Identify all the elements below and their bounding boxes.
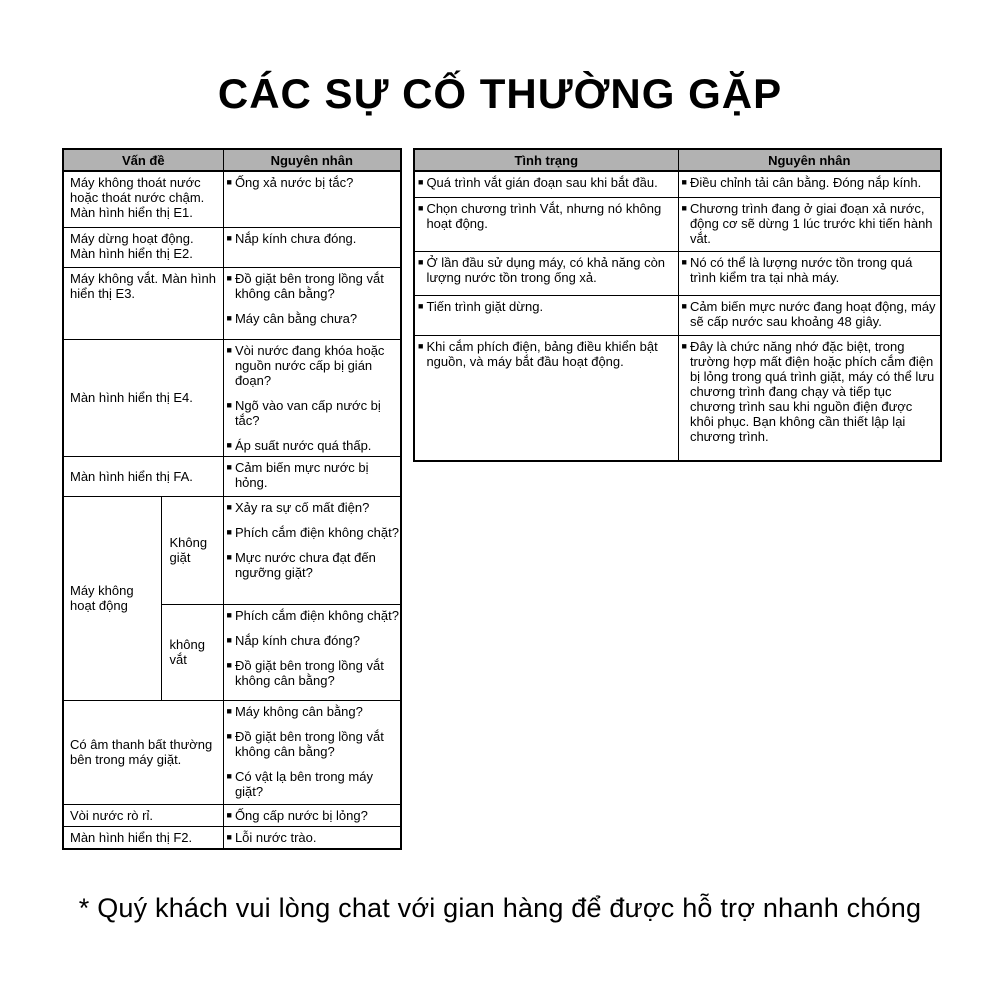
bullet-square-icon: ■: [418, 300, 424, 311]
bullet-square-icon: ■: [226, 177, 232, 187]
cause-text: Áp suất nước quá thấp.: [234, 437, 372, 453]
problem-cell: Máy không hoạt động: [63, 496, 161, 700]
cause-text: Nắp kính chưa đóng.: [234, 230, 357, 246]
cause-text: Chương trình đang ở giai đoạn xả nước, động cơ sẽ dừng 1 lúc trước khi tiến hành vắt.: [689, 200, 933, 246]
cause-item: [418, 175, 677, 190]
cause-text: Điều chỉnh tải cân bằng. Đóng nắp kính.: [689, 175, 922, 190]
table-row: [414, 295, 941, 335]
table-row: [414, 171, 941, 197]
table-header-row: [63, 149, 401, 171]
cause-text: Quá trình vắt gián đoạn sau khi bắt đầu.: [426, 175, 658, 190]
cause-text: Khi cắm phích điện, bảng điều khiển bật nguồn, và máy bắt đầu hoạt động.: [426, 338, 658, 369]
bullet-square-icon: ■: [226, 809, 232, 820]
table-row: [414, 197, 941, 251]
table-row: [414, 251, 941, 295]
cause-item: [227, 633, 400, 648]
cause-item: [682, 299, 940, 329]
cause-text: Mực nước chưa đạt đến ngưỡng giặt?: [234, 549, 376, 580]
cause-item: [227, 704, 400, 719]
bullet-square-icon: ■: [226, 312, 232, 323]
cause-cell: [223, 700, 401, 804]
table-row: [63, 496, 401, 604]
footer-note: * Quý khách vui lòng chat với gian hàng để được hỗ trợ nhanh chóng: [78, 893, 922, 923]
bullet-square-icon: ■: [681, 256, 687, 267]
cause-text: Ngõ vào van cấp nước bị tắc?: [234, 397, 381, 428]
cause-text: Cảm biến mực nước bị hỏng.: [234, 459, 369, 490]
cause-text: Xảy ra sự cố mất điện?: [234, 499, 370, 515]
table-row: [414, 335, 941, 461]
cause-cell: [414, 295, 678, 335]
bullet-square-icon: ■: [226, 526, 232, 537]
bullet-square-icon: ■: [226, 730, 232, 741]
bullet-square-icon: ■: [418, 177, 424, 187]
table-row: [63, 339, 401, 456]
bullet-square-icon: ■: [418, 340, 424, 351]
cause-cell: [223, 171, 401, 227]
cause-cell: [223, 826, 401, 849]
table-row: [63, 456, 401, 496]
table-row: [63, 227, 401, 267]
cause-item: [227, 525, 400, 540]
cause-text: Chọn chương trình Vắt, nhưng nó không hoạt động.: [426, 200, 662, 231]
bullet-square-icon: ■: [226, 659, 232, 670]
cause-item: [418, 299, 677, 314]
cause-item: [418, 201, 677, 231]
cause-text: Phích cắm điện không chặt?: [234, 524, 399, 540]
subcondition-cell: Không giặt: [161, 496, 223, 604]
cause-text: Phích cắm điện không chặt?: [234, 607, 399, 623]
problem-cell: Máy không thoát nước hoặc thoát nước chậm. Màn hình hiển thị E1.: [63, 171, 223, 227]
bullet-square-icon: ■: [226, 634, 232, 645]
bullet-square-icon: ■: [226, 501, 232, 512]
issues-table-right: [413, 148, 942, 462]
cause-cell: [414, 335, 678, 461]
cause-cell: [223, 604, 401, 700]
cause-item: [227, 608, 400, 623]
subcondition-cell: không vắt: [161, 604, 223, 700]
problem-cell: Màn hình hiển thị E4.: [63, 339, 223, 456]
cause-text: Ống cấp nước bị lỏng?: [234, 807, 368, 823]
cause-item: [227, 500, 400, 515]
cause-item: [227, 438, 400, 453]
cause-item: [227, 231, 400, 246]
cause-cell: [223, 496, 401, 604]
cause-text: Đồ giặt bên trong lồng vắt không cân bằng?: [234, 728, 384, 759]
cause-text: Đây là chức năng nhớ đặc biệt, trong trường hợp mất điện hoặc phích cắm điện bị lỏng trong quá trình giặt, máy có thể lưu chương trình đang chạy và tiếp tục chương trình sau khi nguồn điện được khôi phục. Bạn không cần thiết lập lại chương trình.: [689, 338, 935, 444]
cause-cell: [414, 171, 678, 197]
cause-text: Lỗi nước trào.: [234, 829, 317, 845]
page-title: CÁC SỰ CỐ THƯỜNG GẶP: [217, 70, 783, 117]
table-header-row: [414, 149, 941, 171]
cause-cell: [678, 171, 941, 197]
cause-item: [227, 343, 400, 388]
table-row: [63, 171, 401, 227]
bullet-square-icon: ■: [226, 705, 232, 716]
cause-cell: [223, 804, 401, 826]
column-header-cause: Nguyên nhân: [223, 149, 401, 171]
cause-cell: [678, 335, 941, 461]
cause-item: [682, 255, 940, 285]
cause-text: Cảm biến mực nước đang hoạt động, máy sẽ cấp nước sau khoảng 48 giây.: [689, 298, 936, 329]
cause-text: Nó có thể là lượng nước tồn trong quá trình kiểm tra tại nhà máy.: [689, 254, 913, 285]
table-row: [63, 826, 401, 849]
cause-cell: [678, 295, 941, 335]
problem-cell: Màn hình hiển thị F2.: [63, 826, 223, 849]
cause-cell: [414, 197, 678, 251]
bullet-square-icon: ■: [681, 340, 687, 351]
problem-cell: Có âm thanh bất thường bên trong máy giặt.: [63, 700, 223, 804]
cause-item: [227, 808, 400, 823]
cause-item: [227, 769, 400, 799]
cause-text: Nắp kính chưa đóng?: [234, 632, 361, 648]
cause-text: Ống xả nước bị tắc?: [234, 175, 354, 190]
cause-text: Vòi nước đang khóa hoặc nguồn nước cấp bị gián đoạn?: [234, 342, 385, 388]
cause-item: [682, 175, 940, 190]
bullet-square-icon: ■: [681, 177, 687, 187]
bullet-square-icon: ■: [226, 770, 232, 781]
cause-text: Máy cân bằng chưa?: [234, 310, 358, 326]
bullet-square-icon: ■: [681, 202, 687, 213]
cause-cell: [678, 197, 941, 251]
cause-item: [682, 339, 940, 444]
cause-item: [227, 658, 400, 688]
cause-cell: [223, 339, 401, 456]
cause-item: [227, 398, 400, 428]
cause-cell: [223, 456, 401, 496]
cause-text: Máy không cân bằng?: [234, 703, 363, 719]
table-row: [63, 804, 401, 826]
cause-item: [227, 460, 400, 490]
cause-text: Tiến trình giặt dừng.: [426, 298, 544, 314]
cause-item: [682, 201, 940, 246]
bullet-square-icon: ■: [226, 232, 232, 243]
bullet-square-icon: ■: [226, 461, 232, 472]
table-row: [63, 700, 401, 804]
cause-item: [227, 271, 400, 301]
bullet-square-icon: ■: [681, 300, 687, 311]
cause-cell: [223, 267, 401, 339]
bullet-square-icon: ■: [226, 831, 232, 842]
cause-cell: [678, 251, 941, 295]
bullet-square-icon: ■: [226, 272, 232, 283]
bullet-square-icon: ■: [418, 202, 424, 213]
cause-item: [418, 255, 677, 285]
problem-cell: Màn hình hiển thị FA.: [63, 456, 223, 496]
column-header-status: Tình trạng: [414, 149, 678, 171]
bullet-square-icon: ■: [226, 399, 232, 410]
problem-cell: Máy không vắt. Màn hình hiển thị E3.: [63, 267, 223, 339]
problem-cell: Vòi nước rò rỉ.: [63, 804, 223, 826]
cause-item: [227, 550, 400, 580]
column-header-cause: Nguyên nhân: [678, 149, 941, 171]
cause-item: [227, 830, 400, 845]
bullet-square-icon: ■: [226, 609, 232, 620]
problem-cell: Máy dừng hoạt động. Màn hình hiển thị E2.: [63, 227, 223, 267]
bullet-square-icon: ■: [418, 256, 424, 267]
cause-item: [227, 175, 400, 190]
bullet-square-icon: ■: [226, 551, 232, 562]
cause-item: [227, 311, 400, 326]
cause-cell: [414, 251, 678, 295]
cause-text: Đồ giặt bên trong lồng vắt không cân bằng?: [234, 657, 384, 688]
column-header-problem: Vấn đề: [63, 149, 223, 171]
bullet-square-icon: ■: [226, 344, 232, 355]
bullet-square-icon: ■: [226, 439, 232, 450]
cause-cell: [223, 227, 401, 267]
cause-text: Đồ giặt bên trong lồng vắt không cân bằng?: [234, 270, 384, 301]
cause-item: [227, 729, 400, 759]
cause-item: [418, 339, 677, 369]
issues-table-left: [62, 148, 402, 850]
cause-text: Ở lần đầu sử dụng máy, có khả năng còn lượng nước tồn trong ống xả.: [426, 254, 666, 285]
cause-text: Có vật lạ bên trong máy giặt?: [234, 768, 373, 799]
table-row: [63, 267, 401, 339]
